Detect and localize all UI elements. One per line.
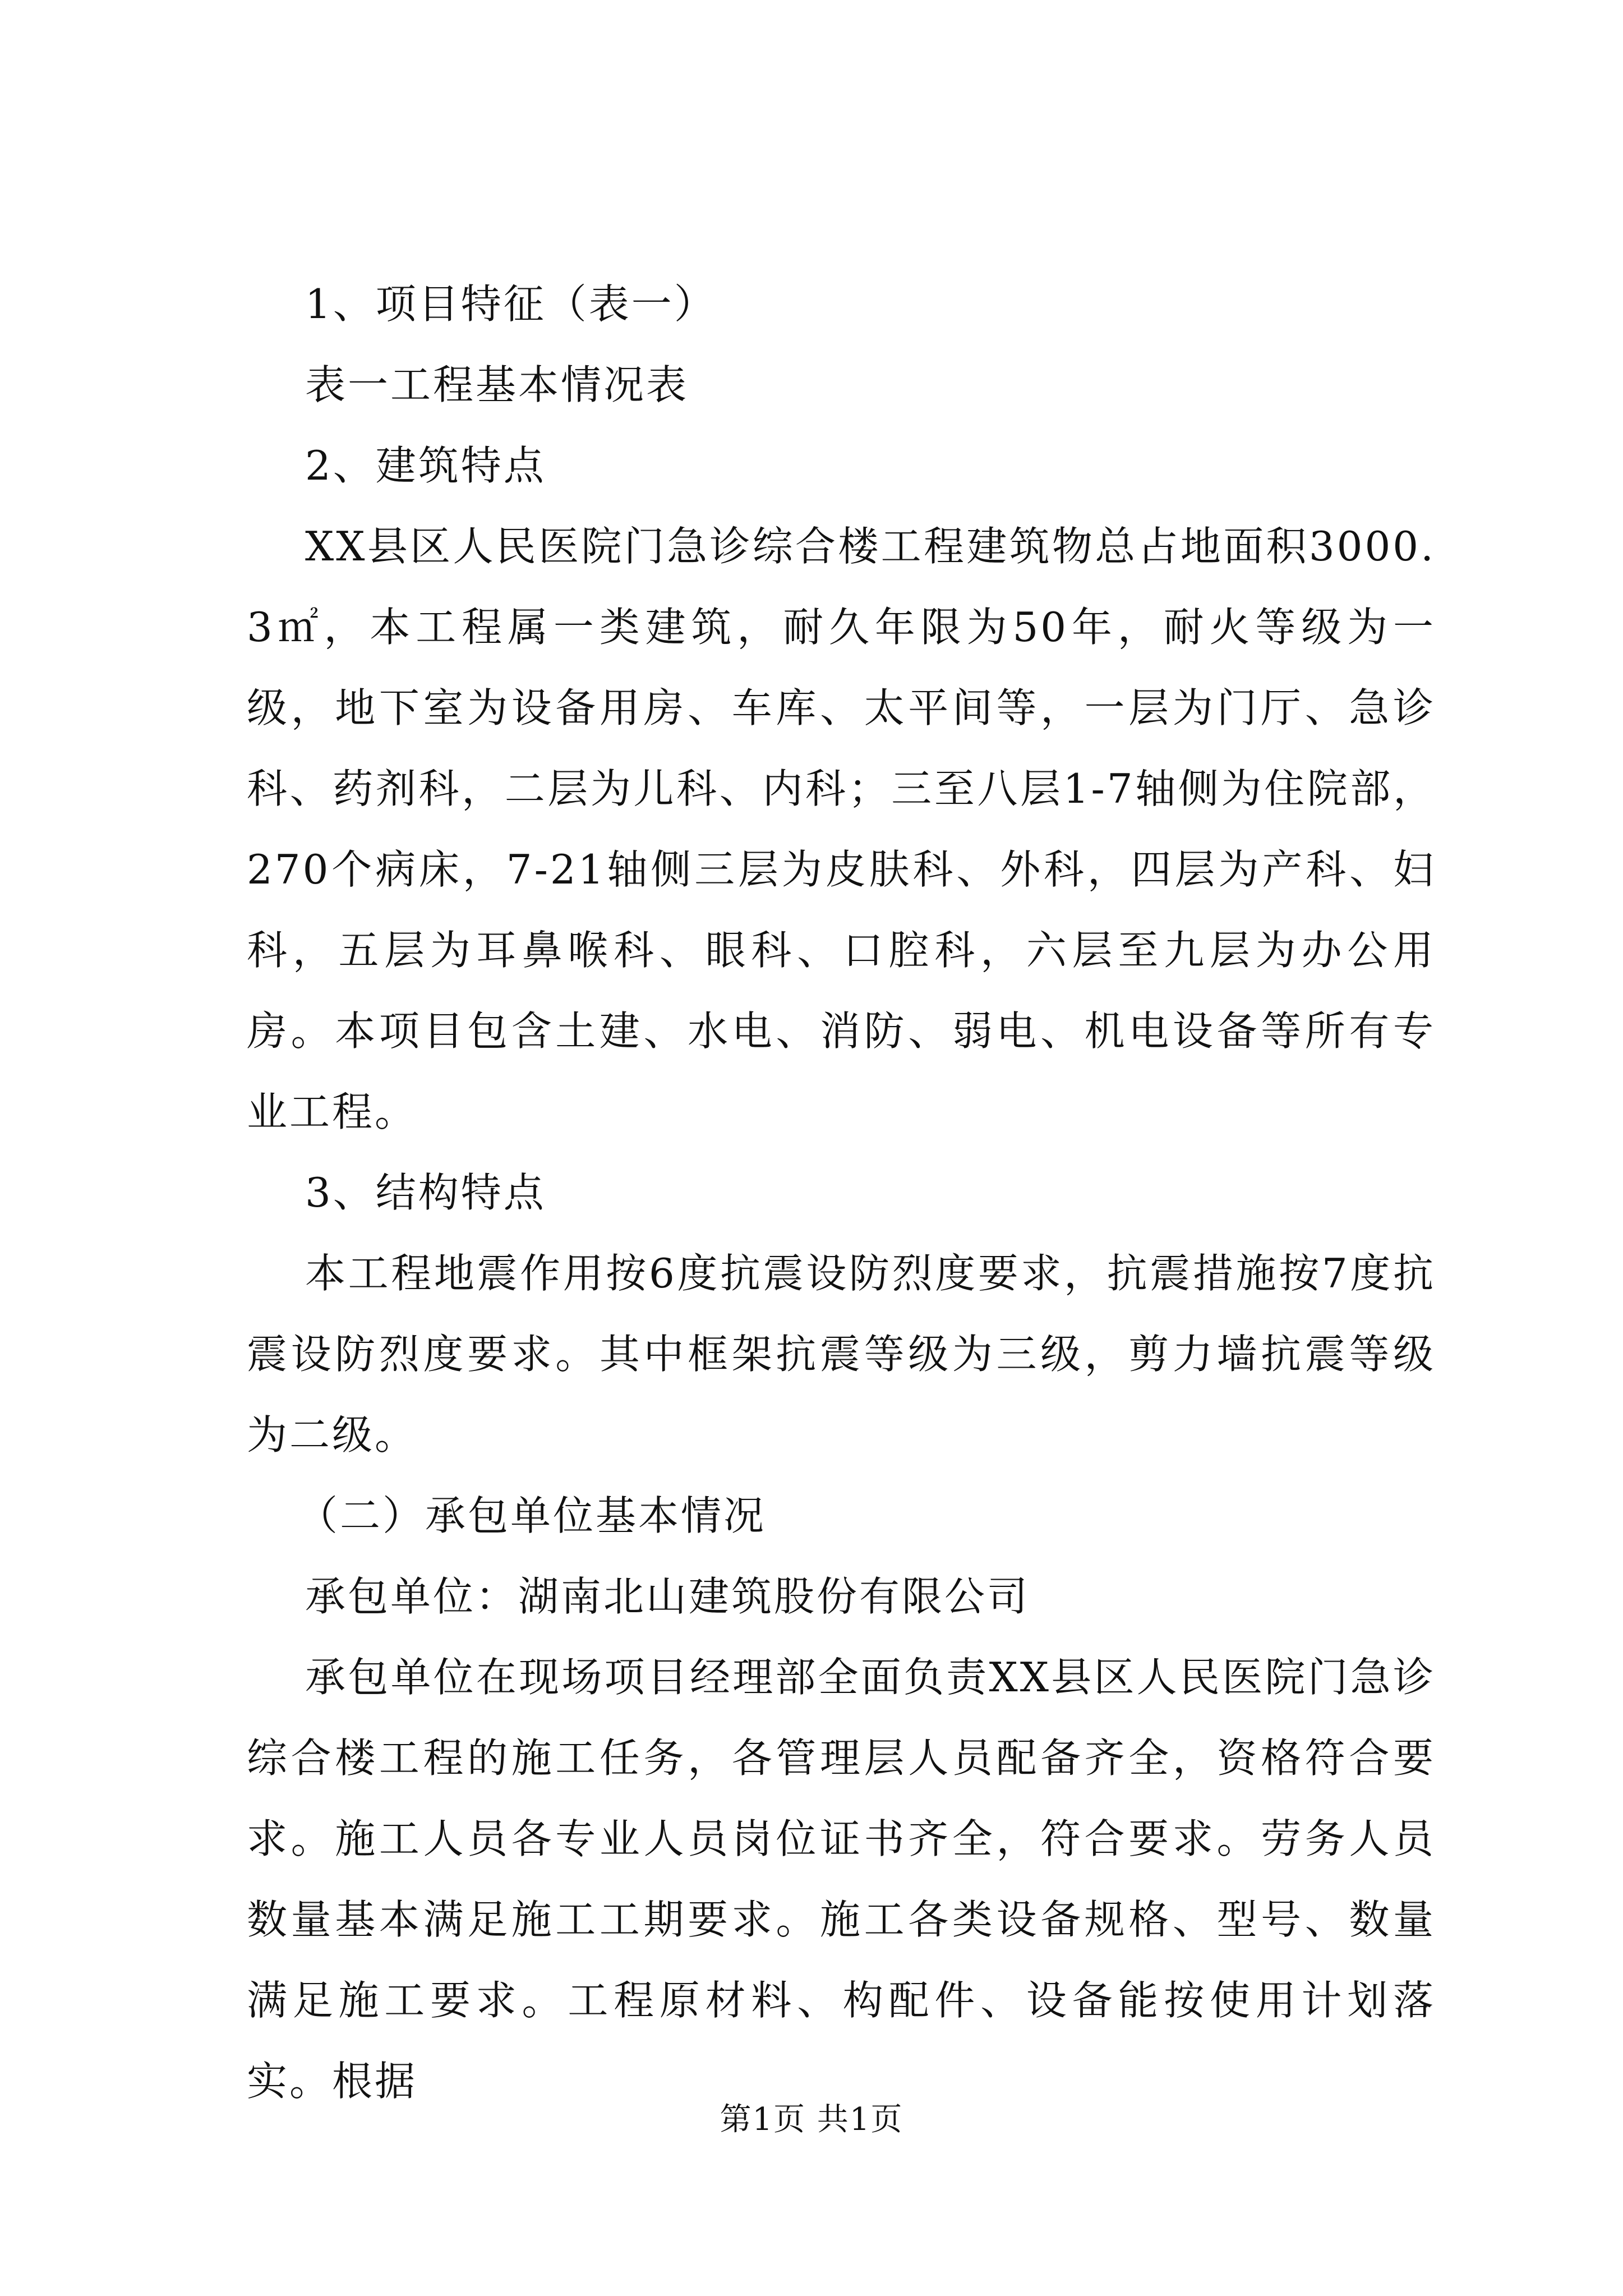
paragraph-contractor-description: 承包单位在现场项目经理部全面负责XX县区人民医院门急诊综合楼工程的施工任务，各管理层人员配备齐全，资格符合要求。施工人员各专业人员岗位证书齐全，符合要求。劳务人员数量基本满足施工工期要求。施工各类设备规格、型号、数量满足施工要求。工程原材料、构配件、设备能按使用计划落实。根据	[247, 1654, 1436, 2105]
heading-building-features: 2、建筑特点	[305, 442, 546, 489]
heading-contractor-info: （二）承包单位基本情况	[297, 1492, 767, 1539]
heading-project-features: 1、项目特征（表一）	[305, 280, 717, 328]
paragraph-building-description: XX县区人民医院门急诊综合楼工程建筑物总占地面积3000.3㎡，本工程属一类建筑，耐久年限为50年，耐火等级为一级，地下室为设备用房、车库、太平间等，一层为门厅、急诊科、药剂科，二层为儿科、内科；三至八层1-7轴侧为住院部，270个病床，7-21轴侧三层为皮肤科、外科，四层为产科、妇科，五层为耳鼻喉科、眼科、口腔科，六层至九层为办公用房。本项目包含土建、水电、消防、弱电、机电设备等所有专业工程。	[247, 523, 1436, 1135]
page-footer: 第1页 共1页	[720, 2101, 903, 2138]
heading-structure-features: 3、结构特点	[305, 1169, 546, 1216]
paragraph-structure-description: 本工程地震作用按6度抗震设防烈度要求，抗震措施按7度抗震设防烈度要求。其中框架抗震等级为三级，剪力墙抗震等级为二级。	[247, 1250, 1436, 1458]
document-body	[247, 264, 1436, 2122]
paragraph-contractor-name: 承包单位：湖南北山建筑股份有限公司	[305, 1573, 1030, 1620]
table-caption: 表一工程基本情况表	[305, 361, 689, 408]
